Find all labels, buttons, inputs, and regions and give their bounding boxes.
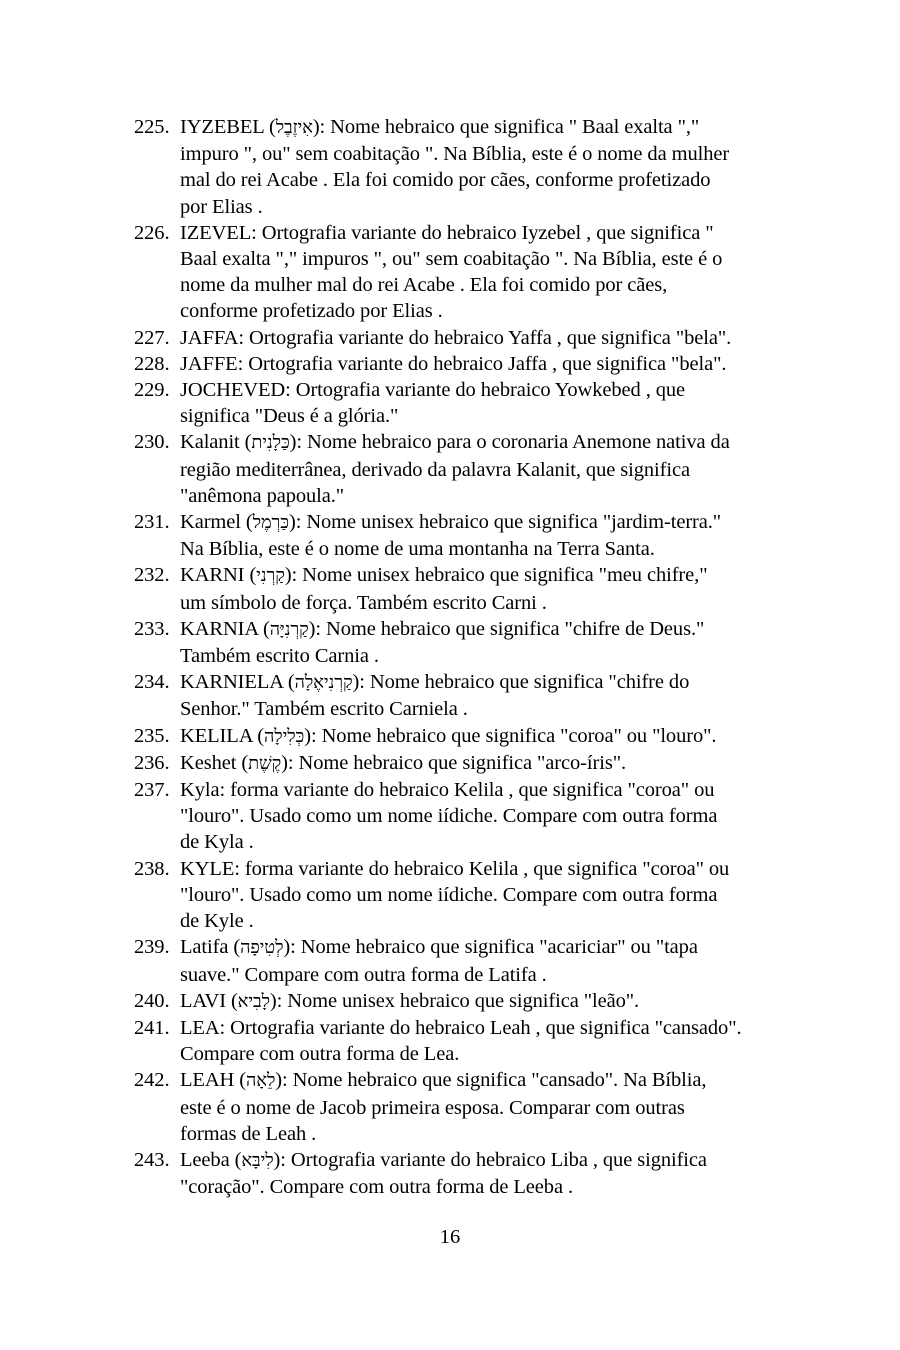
entry-number: 235. <box>134 724 170 747</box>
entry-text <box>180 325 824 351</box>
entry-number: 241. <box>134 1016 170 1039</box>
entry-text-segment: IZEVEL: Ortografia variante do hebraico Iyzebel , que significa " <box>180 221 714 244</box>
list-item <box>134 114 824 220</box>
entry-text-segment: KARNI ( <box>180 564 257 587</box>
entry-text-segment: Leeba ( <box>180 1148 242 1171</box>
entry-line <box>180 669 824 696</box>
entry-line <box>180 536 824 562</box>
entry-line <box>180 272 824 298</box>
hebrew-name: כַּלָנִית <box>251 432 290 454</box>
entry-text-segment: ): Nome unisex hebraico que significa "jardim-terra." <box>288 511 722 534</box>
entry-text-segment: um símbolo de força. Também escrito Carni . <box>180 591 547 614</box>
entry-text-segment: ): Nome unisex hebraico que significa "leão". <box>269 989 640 1012</box>
entry-line <box>180 457 824 483</box>
list-item <box>134 934 824 987</box>
entry-line <box>180 908 824 934</box>
entry-text <box>180 777 824 856</box>
entry-number: 230. <box>134 431 170 454</box>
entry-line <box>180 403 824 429</box>
entry-line <box>180 882 824 908</box>
entry-number: 231. <box>134 511 170 534</box>
name-entry-list <box>134 114 824 1200</box>
entry-number: 236. <box>134 751 170 774</box>
list-item <box>134 325 824 351</box>
entry-text-segment: KELILA ( <box>180 724 265 747</box>
list-item <box>134 669 824 722</box>
entry-text-segment: Baal exalta "," impuros ", ou" sem coabitação ". Na Bíblia, este é o <box>180 248 723 271</box>
entry-text-segment: LAVI ( <box>180 989 238 1012</box>
entry-text-segment: IYZEBEL ( <box>180 116 276 138</box>
entry-number: 225. <box>134 116 170 138</box>
entry-text-segment: JAFFE: Ortografia variante do hebraico Jaffa , que significa "bela". <box>180 352 727 375</box>
entry-number: 233. <box>134 617 170 640</box>
entry-text-segment: ): Ortografia variante do hebraico Liba , que significa <box>273 1148 707 1171</box>
entry-number: 226. <box>134 221 170 244</box>
entry-text <box>180 723 824 750</box>
list-item <box>134 616 824 669</box>
hebrew-name: לָבִיא <box>237 990 270 1012</box>
entry-text-segment: ): Nome hebraico para o coronaria Anemone nativa da <box>289 431 730 454</box>
entry-text-segment: Karmel ( <box>180 511 253 534</box>
entry-text-segment: por Elias . <box>180 195 263 218</box>
entry-line <box>180 351 824 377</box>
entry-text-segment: ): Nome hebraico que significa "arco-íris". <box>281 751 627 774</box>
entry-number: 238. <box>134 857 170 880</box>
entry-text-segment: de Kyla . <box>180 831 254 854</box>
entry-number: 239. <box>134 936 170 959</box>
entry-number: 234. <box>134 671 170 694</box>
entry-text-segment: "louro". Usado como um nome iídiche. Compare com outra forma <box>180 805 718 828</box>
entry-text-segment: Senhor." Também escrito Carniela . <box>180 698 468 721</box>
entry-line <box>180 1067 824 1094</box>
list-item <box>134 856 824 935</box>
entry-text-segment: Kalanit ( <box>180 431 252 454</box>
page-number: 16 <box>439 1226 461 1248</box>
entry-text-segment: KARNIELA ( <box>180 671 295 694</box>
entry-text-segment: ): Nome hebraico que significa "coroa" ou "louro". <box>304 724 717 747</box>
entry-line <box>180 1015 824 1041</box>
entry-text <box>180 377 824 429</box>
entry-number: 242. <box>134 1069 170 1092</box>
entry-line <box>180 562 824 589</box>
entry-line <box>180 509 824 536</box>
entry-line <box>180 167 824 193</box>
hebrew-name: קַרְנִיאֶלָה <box>294 672 353 694</box>
entry-text <box>180 509 824 562</box>
list-item <box>134 509 824 562</box>
entry-text-segment: JAFFA: Ortografia variante do hebraico Yaffa , que significa "bela". <box>180 326 732 349</box>
entry-text-segment: nome da mulher mal do rei Acabe . Ela foi comido por cães, <box>180 274 668 297</box>
list-item <box>134 562 824 615</box>
list-item <box>134 1015 824 1067</box>
entry-text-segment: ): Nome hebraico que significa "cansado". Na Bíblia, <box>275 1069 707 1092</box>
entry-line <box>180 429 824 456</box>
entry-text-segment: JOCHEVED: Ortografia variante do hebraico Yowkebed , que <box>180 379 686 402</box>
entry-text-segment: Latifa ( <box>180 936 241 959</box>
entry-text-segment: KYLE: forma variante do hebraico Kelila , que significa "coroa" ou <box>180 857 730 880</box>
entry-text-segment: KARNIA ( <box>180 617 270 640</box>
entry-line <box>180 483 824 509</box>
entry-text-segment: Keshet ( <box>180 751 249 774</box>
entry-line <box>180 1147 824 1174</box>
entry-line <box>180 829 824 855</box>
entry-line <box>180 962 824 988</box>
entry-text-segment: de Kyle . <box>180 910 254 933</box>
entry-number: 243. <box>134 1148 170 1171</box>
entry-text-segment: LEA: Ortografia variante do hebraico Leah , que significa "cansado". <box>180 1016 742 1039</box>
hebrew-name: קַרְנִי <box>256 565 285 587</box>
entry-text-segment: LEAH ( <box>180 1069 247 1092</box>
entry-text-segment: este é o nome de Jacob primeira esposa. Comparar com outras <box>180 1096 685 1119</box>
hebrew-name: לְטִיפָה <box>240 937 284 959</box>
entry-text <box>180 750 824 777</box>
entry-line <box>180 934 824 961</box>
entry-text-segment: ): Nome hebraico que significa "chifre do <box>352 671 690 694</box>
list-item <box>134 988 824 1015</box>
entry-line <box>180 1174 824 1200</box>
hebrew-name: כַּרְמֶל <box>252 512 289 534</box>
entry-line <box>180 1121 824 1147</box>
entry-line <box>180 643 824 669</box>
entry-text <box>180 1015 824 1067</box>
list-item <box>134 750 824 777</box>
entry-text-segment: impuro ", ou" sem coabitação ". Na Bíblia, este é o nome da mulher <box>180 143 730 166</box>
entry-line <box>180 325 824 351</box>
entry-text-segment: "anêmona papoula." <box>180 484 345 507</box>
entry-line <box>180 298 824 324</box>
entry-text-segment: Na Bíblia, este é o nome de uma montanha na Terra Santa. <box>180 538 655 561</box>
entry-text <box>180 934 824 987</box>
entry-line <box>180 246 824 272</box>
entry-number: 240. <box>134 989 170 1012</box>
entry-line <box>180 590 824 616</box>
hebrew-name: כְּלִילָה <box>264 725 305 747</box>
entry-line <box>180 1041 824 1067</box>
entry-text-segment: mal do rei Acabe . Ela foi comido por cães, conforme profetizado <box>180 169 711 192</box>
entry-line <box>180 696 824 722</box>
entry-text <box>180 669 824 722</box>
entry-line <box>180 194 824 220</box>
entry-text <box>180 220 824 325</box>
entry-text-segment: região mediterrânea, derivado da palavra Kalanit, que significa <box>180 458 690 481</box>
entry-text-segment: conforme profetizado por Elias . <box>180 300 443 323</box>
entry-line <box>180 803 824 829</box>
list-item <box>134 377 824 429</box>
entry-text <box>180 1147 824 1200</box>
entry-text <box>180 114 824 220</box>
entry-text-segment: "louro". Usado como um nome iídiche. Compare com outra forma <box>180 883 718 906</box>
entry-text-segment: ): Nome unisex hebraico que significa "meu chifre," <box>284 564 708 587</box>
hebrew-name: אִיזֶבֶל <box>275 117 313 138</box>
entry-text-segment: Compare com outra forma de Lea. <box>180 1043 460 1066</box>
entry-text <box>180 616 824 669</box>
hebrew-name: קֶשֶׁת <box>248 752 282 774</box>
entry-text-segment: Também escrito Carnia . <box>180 645 379 668</box>
entry-number: 227. <box>134 326 170 349</box>
entry-line <box>180 750 824 777</box>
list-item <box>134 1067 824 1147</box>
entry-text-segment: ): Nome hebraico que significa " Baal exalta "," <box>312 116 700 138</box>
entry-line <box>180 616 824 643</box>
list-item <box>134 351 824 377</box>
entry-text <box>180 562 824 615</box>
entry-text-segment: suave." Compare com outra forma de Latifa . <box>180 963 547 986</box>
entry-text <box>180 429 824 509</box>
entry-text <box>180 351 824 377</box>
entry-number: 232. <box>134 564 170 587</box>
entry-text <box>180 1067 824 1147</box>
entry-text-segment: formas de Leah . <box>180 1122 317 1145</box>
entry-line <box>180 220 824 246</box>
entry-text-segment: ): Nome hebraico que significa "acariciar" ou "tapa <box>283 936 698 959</box>
entry-text <box>180 856 824 935</box>
entry-text-segment: significa "Deus é a glória." <box>180 405 399 428</box>
hebrew-name: לִיבָּא <box>241 1149 274 1171</box>
list-item <box>134 777 824 856</box>
entry-number: 229. <box>134 379 170 402</box>
entry-text-segment: ): Nome hebraico que significa "chifre de Deus." <box>308 617 705 640</box>
entry-line <box>180 141 824 167</box>
list-item <box>134 1147 824 1200</box>
entry-text-segment: Kyla: forma variante do hebraico Kelila , que significa "coroa" ou <box>180 779 715 802</box>
entry-text-segment: "coração". Compare com outra forma de Leeba . <box>180 1176 574 1199</box>
entry-text <box>180 988 824 1015</box>
entry-line <box>180 723 824 750</box>
entry-number: 237. <box>134 779 170 802</box>
entry-line <box>180 377 824 403</box>
list-item <box>134 220 824 325</box>
entry-line <box>180 988 824 1015</box>
hebrew-name: קַרְנִיָּה <box>269 618 309 640</box>
list-item <box>134 723 824 750</box>
entry-line <box>180 1095 824 1121</box>
list-item <box>134 429 824 509</box>
entry-line <box>180 114 824 141</box>
hebrew-name: לֵאָה <box>246 1070 276 1092</box>
entry-line <box>180 777 824 803</box>
entry-number: 228. <box>134 352 170 375</box>
entry-line <box>180 856 824 882</box>
